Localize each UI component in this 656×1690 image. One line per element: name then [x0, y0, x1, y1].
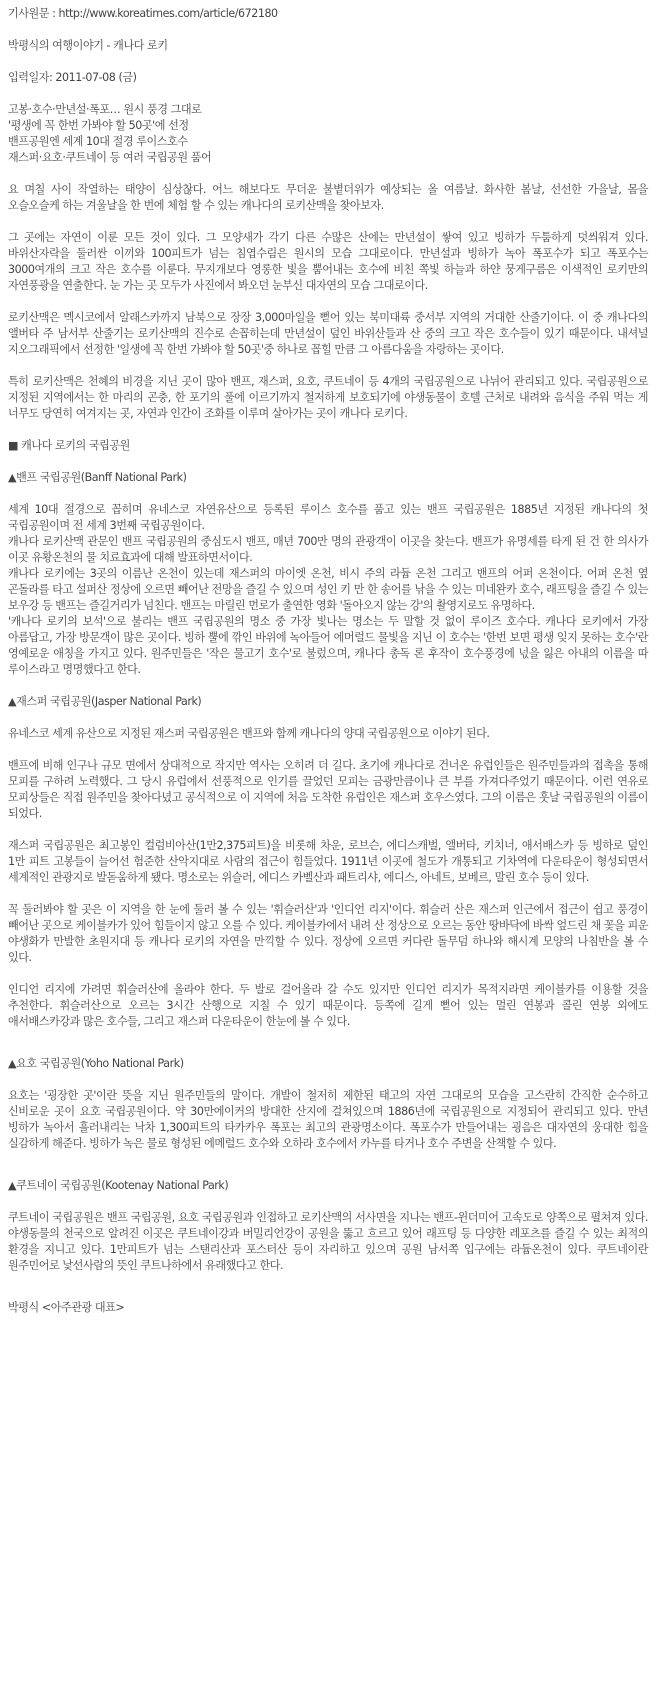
summary-line: 밴프공원엔 세계 10대 절경 루이스호수 — [8, 135, 188, 148]
banff-body — [8, 502, 648, 678]
summary-block — [8, 102, 648, 166]
summary-line: 재스퍼·요호·쿠트네이 등 여러 국립공원 품어 — [8, 151, 212, 164]
kootenay-paragraph: 쿠트네이 국립공원은 밴프 국립공원, 요호 국립공원과 인접하고 로키산맥의 서사면을 지나는 밴프-윈더미어 고속도로 양쪽으로 펼쳐져 있다. 야생동물의 천국으로 알려진 이곳은 쿠트네이강과 버밀리언강이 공원을 뚫고 흐르고 있어 래프팅 등 다양한 레포츠를 즐길 수 있는 최적의 환경을 지니고 있다. 1만피트가 넘는 스탠리산과 포스터산 등이 자리하고 있으며 공원 남서쪽 입구에는 라듐온천이 있다. 쿠트네이란 원주민어로 낯선사람의 뜻인 쿠트나하에서 유래했다고 한다. — [8, 1211, 648, 1272]
jasper-paragraph: 밴프에 비해 인구나 규모 면에서 상대적으로 작지만 역사는 오히려 더 길다. 초기에 캐나다로 건너온 유럽인들은 원주민들과의 접촉을 통해 모피를 구하려 노력했다. 그 당시 유럽에서 선풍적으로 인기를 끌었던 모피는 금광만큼이나 큰 부를 가져다주었기 때문이다. 이런 연유로 모피상들은 직접 원주민을 찾아다녔고 공식적으로 이 지역에 처음 도착한 유럽인은 재스퍼 호우스였다. 그의 이름은 훗날 국립공원의 이름이 되었다. — [8, 759, 648, 820]
banff-paragraph: '캐나다 로키의 보석'으로 불리는 밴프 국립공원의 명소 중 가장 빛나는 명소는 두 말할 것 없이 루이즈 호수다. 캐나다 로키에서 가장 아름답고, 가장 방문객이 많은 곳이다. 빙하 뿔에 깎인 바위에 녹아들어 에머럴드 물빛을 지닌 이 호수는 '한번 보면 평생 잊지 못하는 호수'란 영예로운 애칭을 가지고 있다. 원주민들은 '작은 물고기 호수'로 불렀으며, 캐나다 총독 론 후작이 호수풍경에 넋을 잃은 아내의 이름을 따 루이스라고 명명했다고 한다. — [8, 615, 648, 676]
intro-paragraph: 그 곳에는 자연이 이룬 모든 것이 있다. 그 모양새가 각기 다른 수많은 산에는 만년설이 쌓여 있고 빙하가 두툼하게 덧씌워져 있다. 바위산자락을 둘러싼 이끼와 100피트가 넘는 침엽수림은 원시의 모습 그대로이다. 만년설과 빙하가 녹아 폭포수가 되고 폭포수는 3000여개의 크고 작은 호수를 이룬다. 무지개보다 영롱한 빛을 뿜어내는 호수에 비친 쪽빛 하늘과 하얀 뭉게구름은 이색적인 로키만의 자연풍광을 연출한다. 눈 가는 곳 모두가 사진에서 봐오던 눈부신 대자연의 모습 그대로이다. — [8, 231, 648, 292]
intro-paragraph: 특히 로키산맥은 천혜의 비경을 지닌 곳이 많아 밴프, 재스퍼, 요호, 쿠트네이 등 4개의 국립공원으로 나뉘어 관리되고 있다. 국립공원으로 지정된 지역에서는 한 마리의 곤충, 한 포기의 풀에 이르기까지 철저하게 보호되기에 야생동물이 호텔 근처로 내려와 음식을 주워 먹는 게 너무도 당연히 여겨지는 곳, 자연과 인간이 조화를 이루며 살아가는 곳이 캐나다 로키다. — [8, 375, 648, 420]
jasper-paragraph: 재스퍼 국립공원은 최고봉인 컬럼비아산(1만2,375피트)을 비롯해 차운, 로브슨, 에디스캐벌, 앨버타, 키치너, 애서배스카 등 빙하로 덮인 1만 피트 고봉들이 늘어선 험준한 산악지대로 사람의 접근이 힘들었다. 1911년 이곳에 철도가 개통되고 기차역에 다운타운이 형성되면서 세계적인 관광지로 발돋움하게 됐다. 명소로는 위슬러, 에디스 카벨산과 패트리샤, 에디스, 아네트, 보베르, 말린 호수 등이 있다. — [8, 839, 648, 884]
section-heading: ■ 캐나다 로키의 국립공원 — [8, 439, 130, 452]
jasper-paragraph: 인디언 리지에 가려면 휘슬러산에 올라야 한다. 두 발로 걸어올라 갈 수도 있지만 인디언 리지가 목적지라면 케이블카를 이용할 것을 추천한다. 휘슬러산으로 오르는 3시간 산행으로 지칠 수 있기 때문이다. 등쪽에 길게 뻗어 있는 멀린 연봉과 콜린 연봉 외에도 애서배스카강과 많은 호수들, 그리고 재스퍼 다운타운이 한눈에 볼 수 있다. — [8, 983, 648, 1028]
jasper-heading: ▲재스퍼 국립공원(Jasper National Park) — [8, 695, 202, 708]
banff-paragraph: 세계 10대 절경으로 꼽히며 유네스코 자연유산으로 등록된 루이스 호수를 품고 있는 밴프 국립공원은 1885년 지정된 캐나다의 첫 국립공원이며 전 세계 3번째 국립공원이다. — [8, 503, 648, 532]
intro-paragraph: 요 며칠 사이 작열하는 태양이 심상찮다. 어느 해보다도 무더운 불볕더위가 예상되는 올 여름날. 화사한 봄날, 선선한 가을날, 몸을 오슬오슬케 하는 겨울날을 한 번에 체험 할 수 있는 캐나다의 로키산맥을 찾아보자. — [8, 183, 648, 212]
intro-paragraph: 로키산맥은 멕시코에서 알래스카까지 남북으로 장장 3,000마일을 뻗어 있는 북미대륙 중서부 지역의 거대한 산줄기이다. 이 중 캐나다의 앨버타 주 남서부 산줄기는 로키산맥의 진수로 손꼽히는데 만년설이 덮인 바위산들과 산 중의 크고 작은 호수들이 있기 때문이다. 내셔널 지오그래픽에서 선정한 '일생에 꼭 한번 가봐야 할 50곳'중 하나로 꼽힐 만큼 그 아름다움을 자랑하는 곳이다. — [8, 311, 648, 356]
summary-line: '평생에 꼭 한번 가봐야 할 50곳'에 선정 — [8, 119, 189, 132]
banff-heading: ▲밴프 국립공원(Banff National Park) — [8, 471, 187, 484]
source-line: 기사원문 : http://www.koreatimes.com/article/672180 — [8, 7, 278, 20]
banff-paragraph: 캐나다 로키산맥 관문인 밴프 국립공원의 중심도시 밴프, 매년 700만 명의 관광객이 이곳을 찾는다. 밴프가 유명세를 타게 된 건 한 의사가 이곳 유황온천의 물 치료효과에 대해 발표하면서이다. — [8, 535, 648, 564]
jasper-paragraph: 꼭 둘러봐야 할 곳은 이 지역을 한 눈에 둘러 볼 수 있는 '휘슬러산'과 '인디언 리지'이다. 휘슬러 산은 재스퍼 인근에서 접근이 쉽고 풍경이 빼어난 곳으로 케이블카가 있어 힘들이지 않고 오를 수 있다. 케이블카에서 내려 산 정상으로 오르는 동안 땅바닥에 바싹 엎드린 채 꽃을 피운 야생화가 만발한 초원지대 등 캐나다 로키의 자연을 만끽할 수 있다. 정상에 오르면 커다란 돌무덤 하나와 해시계 모양의 나침반을 볼 수 있다. — [8, 903, 648, 964]
byline: 박평식 <아주관광 대표> — [8, 1301, 125, 1314]
article-title: 박평식의 여행이야기 - 캐나다 로키 — [8, 39, 168, 52]
yoho-paragraph: 요호는 '굉장한 곳'이란 뜻을 지닌 원주민들의 말이다. 개발이 철저히 제한된 태고의 자연 그대로의 모습을 고스란히 간직한 순수하고 신비로운 곳이 요호 국립공원이다. 약 30만에이커의 방대한 산지에 걸쳐있으며 1886년에 국립공원으로 지정되어 관리되고 있다. 만년 빙하가 녹아서 흘러내리는 낙차 1,300피트의 타카카우 폭포는 최고의 관광명소이다. 폭포수가 만들어내는 굉음은 대자연의 웅대한 힘을 실감하게 해준다. 빙하가 녹은 물로 형성된 에메럴드 호수와 오하라 호수에서 카누를 타거나 호수 주변을 산책할 수 있다. — [8, 1089, 648, 1150]
date-line: 입력일자: 2011-07-08 (금) — [8, 71, 137, 84]
banff-paragraph: 캐나다 로키에는 3곳의 이름난 온천이 있는데 재스퍼의 마이엣 온천, 비시 주의 라듐 온천 그리고 밴프의 어퍼 온천이다. 어퍼 온천 옆 곤돌라를 타고 설퍼산 정상에 오르면 빼어난 전망을 즐길 수 있으며 성인 키 만 한 송어를 낚을 수 있는 미네완카 호수, 래프팅을 즐길 수 있는 보우강 등 밴프는 즐길거리가 넘친다. 밴프는 마릴린 먼로가 출연한 영화 '돌아오지 않는 강'의 촬영지로도 유명하다. — [8, 567, 648, 612]
summary-line: 고봉·호수·만년설·폭포… 원시 풍경 그대로 — [8, 103, 202, 116]
kootenay-heading: ▲쿠트네이 국립공원(Kootenay National Park) — [8, 1179, 229, 1192]
yoho-heading: ▲요호 국립공원(Yoho National Park) — [8, 1057, 184, 1070]
jasper-paragraph: 유네스코 세계 유산으로 지정된 재스퍼 국립공원은 밴프와 함께 캐나다의 양대 국립공원으로 이야기 된다. — [8, 727, 490, 740]
